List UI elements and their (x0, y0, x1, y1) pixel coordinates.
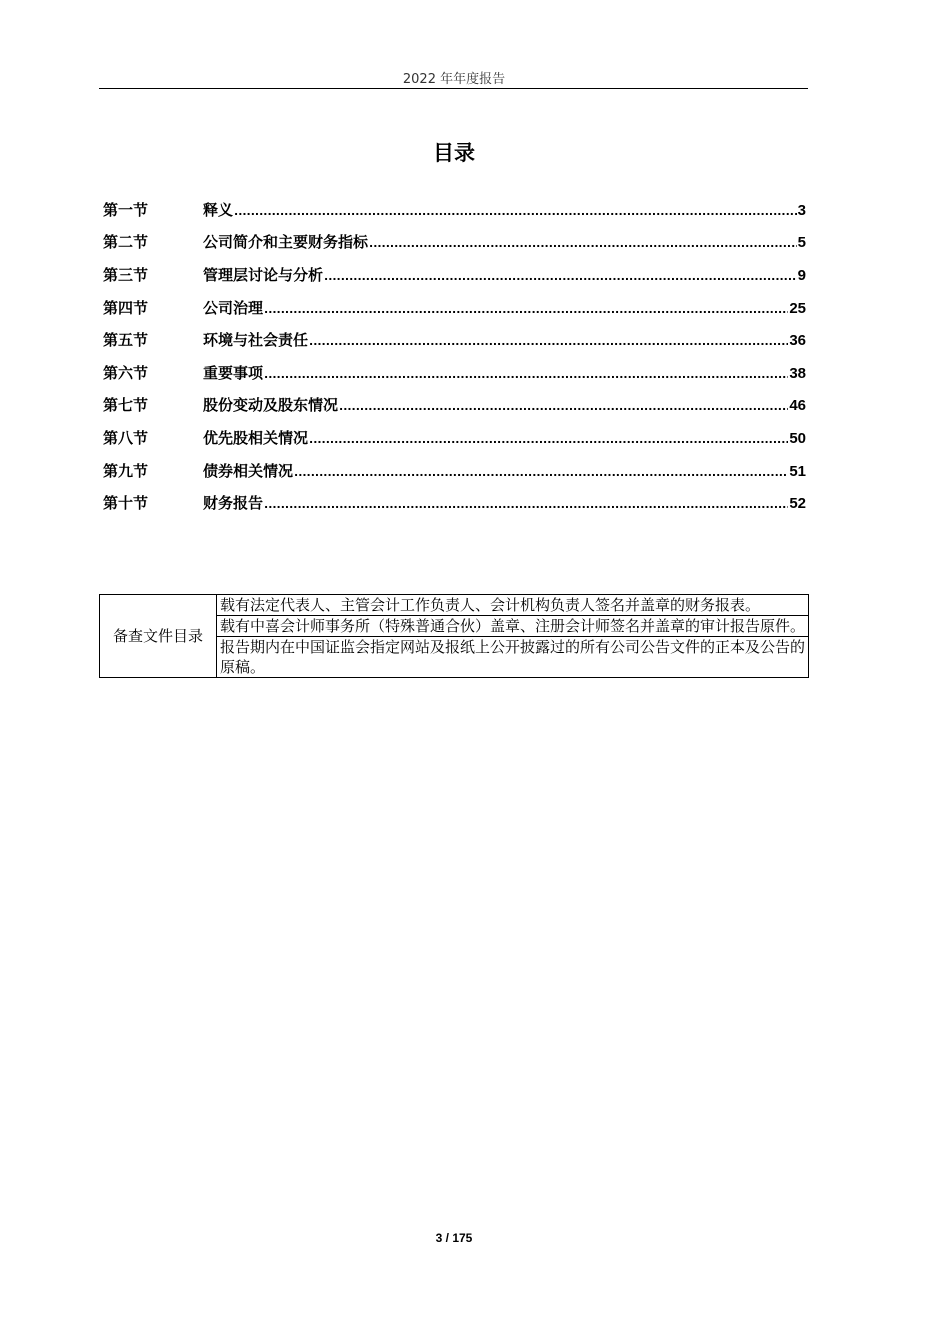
reference-document-item: 载有法定代表人、主管会计工作负责人、会计机构负责人签名并盖章的财务报表。 (217, 595, 809, 616)
page-number: 3 / 175 (435, 1231, 473, 1245)
toc-entry[interactable] (103, 356, 806, 389)
reference-documents-table (99, 594, 809, 678)
toc-entry[interactable] (103, 454, 806, 487)
toc-section-name: 财务报告 (203, 494, 264, 513)
toc-section-name: 管理层讨论与分析 (203, 265, 324, 284)
toc-section-number: 第一节 (103, 200, 149, 219)
toc-dot-leader (234, 205, 797, 218)
toc-section-number: 第十节 (103, 494, 149, 513)
toc-entry[interactable] (103, 291, 806, 324)
toc-section-number: 第六节 (103, 363, 149, 382)
toc-title: 目录 (433, 141, 475, 165)
toc-entry[interactable] (103, 193, 806, 226)
toc-entry[interactable] (103, 323, 806, 356)
toc-section-name: 股份变动及股东情况 (203, 396, 339, 415)
toc-entry[interactable] (103, 389, 806, 422)
toc-section-number: 第八节 (103, 428, 149, 447)
toc-section-name: 重要事项 (203, 363, 264, 382)
toc-section-name: 债券相关情况 (203, 461, 294, 480)
toc-section-number: 第九节 (103, 461, 149, 480)
toc-page-number: 36 (789, 332, 806, 350)
table-row (100, 595, 809, 616)
toc-section-number: 第七节 (103, 396, 149, 415)
toc-section-number: 第三节 (103, 265, 149, 284)
toc-page-number: 52 (789, 495, 806, 513)
reference-document-item: 报告期内在中国证监会指定网站及报纸上公开披露过的所有公司公告文件的正本及公告的原稿。 (217, 637, 809, 678)
toc-page-number: 25 (789, 299, 806, 317)
reference-documents-label: 备查文件目录 (100, 595, 217, 678)
toc-section-name: 公司治理 (203, 298, 264, 317)
toc-page-number: 9 (797, 266, 806, 284)
toc-page-number: 46 (789, 397, 806, 415)
toc-dot-leader (309, 335, 788, 348)
reference-document-item: 载有中喜会计师事务所（特殊普通合伙）盖章、注册会计师签名并盖章的审计报告原件。 (217, 616, 809, 637)
toc-dot-leader (264, 368, 788, 381)
toc-page-number: 50 (789, 429, 806, 447)
toc-dot-leader (324, 270, 797, 283)
report-header-title: 2022 年年度报告 (402, 72, 506, 87)
toc-dot-leader (369, 237, 797, 250)
toc-dot-leader (264, 303, 788, 316)
header-divider (99, 88, 808, 89)
toc-dot-leader (339, 400, 788, 413)
table-of-contents (103, 193, 806, 519)
toc-page-number: 5 (797, 234, 806, 252)
toc-page-number: 3 (797, 201, 806, 219)
toc-section-number: 第二节 (103, 233, 149, 252)
toc-section-number: 第五节 (103, 331, 149, 350)
toc-section-name: 优先股相关情况 (203, 428, 309, 447)
toc-page-number: 51 (789, 462, 806, 480)
toc-entry[interactable] (103, 226, 806, 259)
toc-section-name: 公司简介和主要财务指标 (203, 233, 369, 252)
toc-entry[interactable] (103, 421, 806, 454)
toc-section-name: 释义 (203, 200, 234, 219)
toc-section-name: 环境与社会责任 (203, 331, 309, 350)
toc-entry[interactable] (103, 486, 806, 519)
toc-dot-leader (294, 466, 788, 479)
toc-section-number: 第四节 (103, 298, 149, 317)
toc-dot-leader (264, 498, 788, 511)
toc-entry[interactable] (103, 258, 806, 291)
toc-dot-leader (309, 433, 788, 446)
toc-page-number: 38 (789, 364, 806, 382)
